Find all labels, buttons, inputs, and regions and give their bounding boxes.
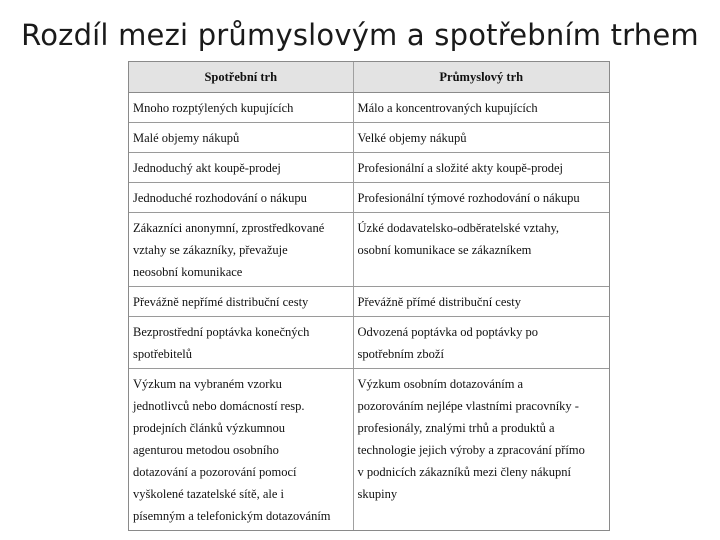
table-row — [129, 213, 609, 287]
table-cell-industrial: Odvozená poptávka od poptávky po spotřebním zboží — [353, 317, 609, 369]
table-header-row — [129, 62, 609, 93]
table-row — [129, 123, 609, 153]
table-cell-consumer: Převážně nepřímé distribuční cesty — [129, 287, 353, 317]
table-cell-consumer: Bezprostřední poptávka konečných spotřebitelů — [129, 317, 353, 369]
table-row — [129, 287, 609, 317]
table-row — [129, 369, 609, 531]
table-cell-industrial: Výzkum osobním dotazováním a pozorováním nejlépe vlastními pracovníky - profesionály, znalými trhů a produktů a technologie jejich výroby a zpracování přímo v podnicích zákazníků mezi členy nákupní skupiny — [357, 377, 585, 501]
table-cell-industrial: Profesionální a složité akty koupě-prodej — [353, 153, 609, 183]
table-cell-industrial: Převážně přímé distribuční cesty — [353, 287, 609, 317]
table-cell-consumer: Výzkum na vybraném vzorku jednotlivců nebo domácností resp. prodejních článků výzkumnou agenturou metodou osobního dotazování a pozorování pomocí vyškolené tazatelské sítě, ale i písemným a telefonickým dotazováním — [129, 369, 353, 531]
table-cell-consumer: Jednoduché rozhodování o nákupu — [129, 183, 353, 213]
table-cell-consumer: Zákazníci anonymní, zprostředkované vztahy se zákazníky, převažuje neosobní komunikace — [129, 213, 353, 287]
table-row — [129, 183, 609, 213]
table-cell-industrial: Úzké dodavatelsko-odběratelské vztahy, osobní komunikace se zákazníkem — [353, 213, 609, 287]
table-row — [129, 317, 609, 369]
table-row — [129, 93, 609, 123]
table-cell-industrial: Velké objemy nákupů — [353, 123, 609, 153]
table-cell-consumer: Mnoho rozptýlených kupujících — [129, 93, 353, 123]
table-cell-consumer: Jednoduchý akt koupě-prodej — [129, 153, 353, 183]
column-header-industrial-market: Průmyslový trh — [353, 62, 609, 93]
comparison-table — [128, 61, 610, 531]
table-cell-consumer: Malé objemy nákupů — [129, 123, 353, 153]
table-row — [129, 153, 609, 183]
slide-title: Rozdíl mezi průmyslovým a spotřebním trhem — [21, 18, 699, 52]
table-cell-industrial: Málo a koncentrovaných kupujících — [353, 93, 609, 123]
table-cell-industrial: Profesionální týmové rozhodování o nákupu — [353, 183, 609, 213]
column-header-consumer-market: Spotřební trh — [129, 62, 353, 93]
